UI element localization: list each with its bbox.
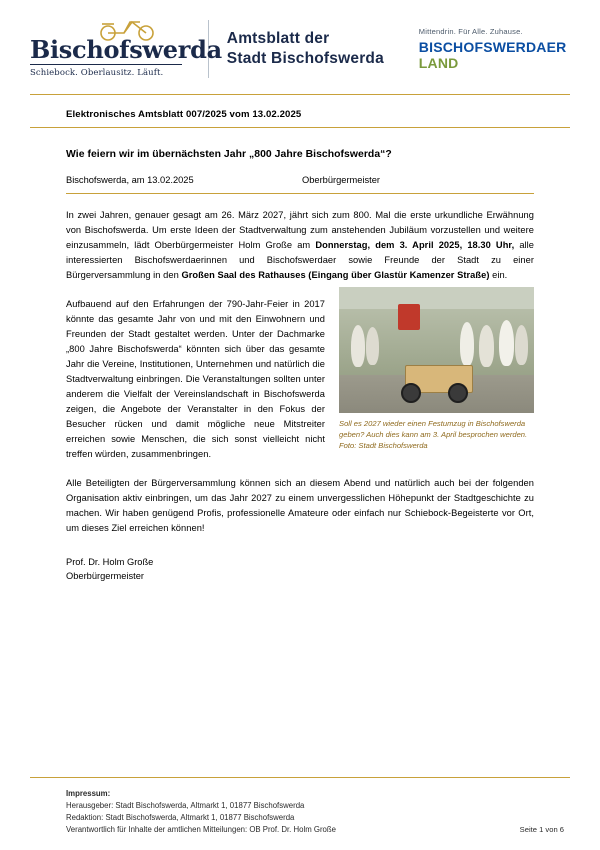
photo-person-5 [499,320,514,366]
city-logo [30,18,222,80]
article-figure [339,287,534,451]
issue-line: Elektronisches Amtsblatt 007/2025 vom 13.02.2025 [66,109,302,120]
region-brand-claim: Mittendrin. Für Alle. Zuhause. [418,27,523,36]
photo-person-6 [515,325,528,365]
imprint-publisher: Herausgeber: Stadt Bischofswerda, Altmarkt 1, 01877 Bischofswerda [66,800,305,810]
article-meta-rule [66,193,534,194]
event-location: Großen Saal des Rathauses (Eingang über Glastür Kamenzer Straße) [181,269,490,280]
paragraph-1-part-a: In zwei Jahren, genauer gesagt am 26. März 2027, jährt sich zum 800. Mal die erste urkundliche Erwähnung von Bischofswerda. Um erste Ideen der Stadtverwaltung zum anstehenden Jubiläum vorzustellen und weitere einzusammeln, lädt Oberbürgermeister Holm Große am [66,209,534,250]
region-brand-name [419,39,570,71]
masthead [0,0,600,88]
article-paragraph-2: Aufbauend auf den Erfahrungen der 790-Jahr-Feier in 2017 könnte das gesamte Jahr von und mit den Einwohnern und Freunden der Stadt gestaltet werden. Unter der Dachmarke „800 Jahre Bischofswerda“ könnten sich über das gesamte Jahr die Vereine, Institutionen, Unternehmen und natürlich die Stadtverwaltung einbringen. Die Veranstaltungen sollten unter anderem die Vielfalt der Vereinslandschaft in Bischofswerda zeigen, die Angebote der Veranstalter in den Fokus der Besucher rücken und damit mögliche neue Mitstreiter erreichen sowie Menschen, die sich sonst vielleicht nicht treffen würden, zusammenbringen. [66,298,325,460]
signature-name: Prof. Dr. Holm Große [66,556,154,567]
article-body-with-figure [66,283,534,463]
page-indicator: Seite 1 von 6 [519,825,564,834]
bicycle-icon [94,16,164,42]
event-datetime: Donnerstag, dem 3. April 2025, 18.30 Uhr, [315,239,515,250]
region-brand [405,18,570,80]
issue-rule [30,127,570,128]
signature-role: Oberbürgermeister [66,570,145,581]
figure-image [339,287,534,413]
article-place-date: Bischofswerda, am 13.02.2025 [66,174,194,185]
photo-trike-wheel-front [401,383,421,403]
photo-person-3 [460,322,474,366]
figure-caption-text: Soll es 2027 wieder einen Festumzug in Bischofswerda geben? Auch dies kann am 3. April besprochen werden. [339,418,528,439]
article [66,148,534,583]
paragraph-1-part-c: alle interessierten Bischofswerdaerinnen und Bischofswerdaer sowie Freunde der Stadt zu einer Bürgerversammlung in den [66,239,534,280]
gazette-title-line1: Amtsblatt der [226,29,330,47]
article-meta [66,175,534,185]
article-author-role: Oberbürgermeister [302,174,381,185]
figure-caption [339,418,534,451]
imprint-editor: Redaktion: Stadt Bischofswerda, Altmarkt 1, 01877 Bischofswerda [66,812,295,822]
photo-person-2 [366,327,379,365]
article-paragraph-1 [66,208,534,283]
article-headline: Wie feiern wir im übernächsten Jahr „800 Jahre Bischofswerda“? [66,149,392,160]
figure-credit: Foto: Stadt Bischofswerda [339,440,428,450]
region-brand-name-land: LAND [418,55,459,71]
article-paragraph-3: Alle Beteiligten der Bürgerversammlung können sich an diesem Abend und natürlich auch bei der folgenden Organisation aktiv einbringen, um das Jahr 2027 zu einem unvergesslichen Höhepunkt der Stadtgeschichte zu machen. Wir haben genügend Profis, professionelle Amateure oder einfach nur Schiebock-Begeisterte vor Ort, um dieses Ziel erreichen können! [66,478,534,534]
imprint-responsible: Verantwortlich für Inhalte der amtlichen Mitteilungen: OB Prof. Dr. Holm Große [66,824,336,834]
article-signature [66,555,534,584]
footer-rule [30,777,570,778]
region-brand-name-main: BISCHOFSWERDAER [418,39,567,55]
logo-divider [30,64,182,65]
gazette-title-line2: Stadt Bischofswerda [226,50,384,67]
footer-imprint [66,788,570,836]
photo-person-1 [351,325,365,367]
header-rule [30,94,570,95]
logo-wordmark: Bischofswerda [30,35,222,64]
photo-trike-wheel-rear [448,383,468,403]
paragraph-1-part-e: ein. [489,269,508,280]
logo-tagline: Schiebock. Oberlausitz. Läuft. [30,68,164,78]
gazette-title [227,18,405,80]
photo-red-element [398,304,420,330]
imprint-title: Impressum: [66,788,111,798]
